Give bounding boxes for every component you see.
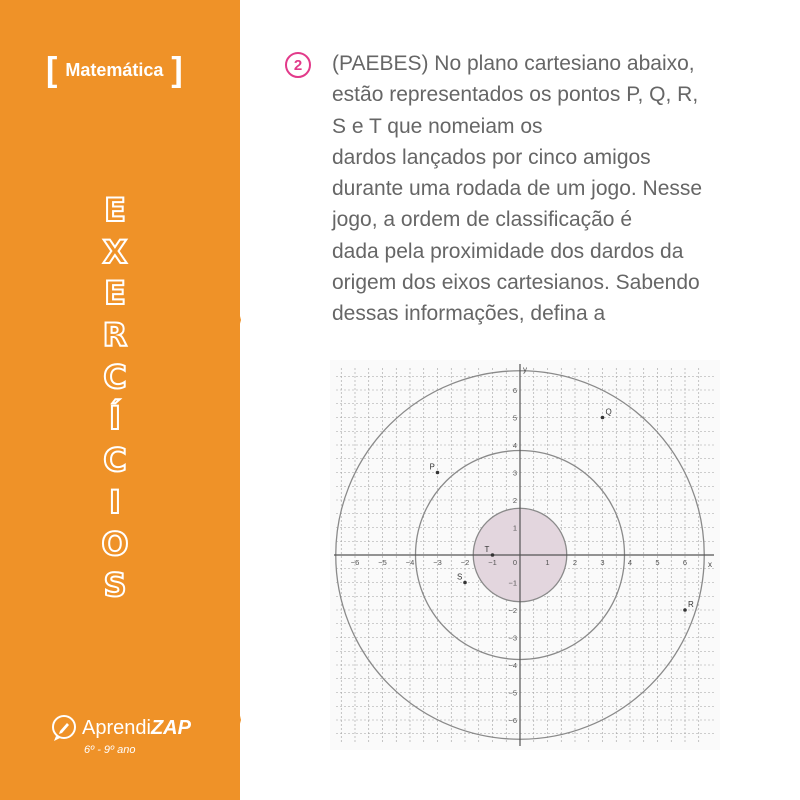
y-tick-label: 6	[512, 386, 517, 395]
grade-range: 6º - 9º ano	[84, 744, 136, 756]
y-tick-label: −6	[508, 716, 517, 725]
point-q-label: Q	[605, 407, 612, 417]
x-tick-label: −3	[433, 558, 442, 567]
x-tick-label: 3	[600, 558, 605, 567]
brand-name-light: Aprendi	[82, 716, 151, 739]
subject-header	[46, 52, 196, 88]
title-letter: S	[103, 566, 127, 605]
torn-paper-edge	[218, 0, 252, 800]
x-tick-label: −5	[378, 558, 387, 567]
point-p-marker	[436, 471, 440, 475]
point-t-marker	[491, 553, 495, 557]
question-line: jogo, a ordem de classificação é	[332, 208, 632, 232]
brand-name-bold: ZAP	[150, 716, 191, 739]
x-tick-label: −6	[350, 558, 360, 567]
point-p-label: P	[429, 462, 435, 472]
point-q-marker	[601, 416, 605, 420]
x-tick-label: 2	[572, 558, 578, 567]
title-letter: E	[104, 274, 126, 313]
bracket-close: ]	[171, 51, 183, 89]
y-tick-label: −3	[508, 633, 517, 643]
title-letter: X	[102, 232, 128, 271]
question-line: origem dos eixos cartesianos. Sabendo	[332, 271, 700, 295]
y-tick-label: 4	[512, 441, 517, 450]
y-tick-label: 3	[512, 468, 517, 478]
question-line: estão representados os pontos P, Q, R,	[332, 83, 699, 107]
question-text	[332, 48, 772, 330]
title-letter: O	[101, 524, 129, 563]
title-letter: Í	[109, 399, 121, 438]
title-letter: I	[109, 482, 121, 521]
y-tick-label: −5	[508, 688, 517, 698]
cartesian-plane-figure	[330, 360, 720, 750]
y-axis-label: y	[523, 365, 527, 374]
origin-label: 0	[512, 558, 517, 567]
point-t-label: T	[484, 545, 490, 554]
y-tick-label: 2	[512, 496, 517, 505]
x-tick-label: 1	[545, 558, 550, 567]
question-line: dardos lançados por cinco amigos	[332, 145, 651, 169]
x-tick-label: −1	[488, 558, 497, 567]
title-letter: C	[103, 357, 127, 396]
y-tick-label: −4	[508, 661, 517, 670]
question-line: dessas informações, defina a	[332, 302, 606, 326]
point-s-label: S	[457, 572, 463, 582]
x-tick-label: 5	[655, 558, 660, 567]
exercicios-vertical-title	[92, 190, 138, 607]
point-r-label: R	[688, 600, 694, 609]
x-tick-label: 6	[682, 558, 688, 567]
question-line: dada pela proximidade dos dardos da	[332, 239, 684, 263]
title-letter: C	[103, 441, 127, 480]
aprendizap-logo	[50, 714, 191, 756]
x-tick-label: 4	[627, 558, 633, 567]
point-r-marker	[683, 608, 687, 612]
y-tick-label: 1	[512, 523, 517, 533]
title-letter: E	[104, 191, 126, 229]
x-tick-label: −4	[405, 558, 415, 567]
pencil-bubble-icon	[50, 714, 78, 742]
y-tick-label: 5	[512, 413, 517, 423]
question-line: (PAEBES) No plano cartesiano abaixo,	[332, 52, 695, 75]
question-line: durante uma rodada de um jogo. Nesse	[332, 177, 703, 201]
subject-label: Matemática	[65, 59, 164, 80]
bracket-open: [	[46, 51, 58, 89]
question-number-badge: 2	[285, 52, 311, 78]
y-tick-label: −1	[508, 578, 517, 588]
y-tick-label: −2	[508, 606, 517, 615]
x-axis-label: x	[708, 560, 712, 569]
point-s-marker	[463, 581, 467, 585]
title-letter: R	[102, 316, 128, 355]
sidebar	[0, 0, 240, 800]
question-line: S e T que nomeiam os	[332, 114, 543, 138]
x-tick-label: −2	[460, 558, 470, 567]
